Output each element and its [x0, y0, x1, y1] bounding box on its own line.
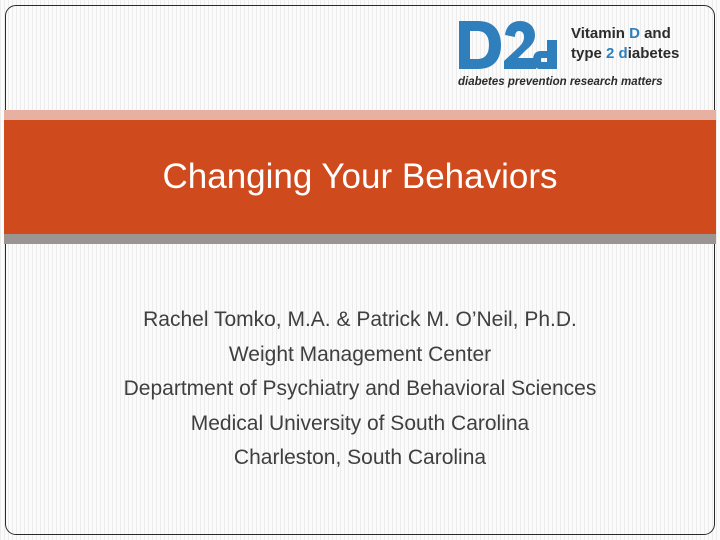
subtitle-location: Charleston, South Carolina	[233, 446, 487, 469]
logo-line-1-suffix: and	[639, 25, 671, 42]
d2d-logo-mark	[456, 18, 560, 72]
slide-subtitle	[30, 303, 690, 476]
logo-line-2	[571, 44, 679, 64]
logo-line-1-prefix: Vitamin	[571, 25, 630, 42]
logo-wordmark	[571, 24, 679, 64]
d2d-logo	[456, 16, 692, 96]
subtitle-authors: Rachel Tomko, M.A. & Patrick M. O’Neil, Ph.D.	[143, 308, 577, 331]
title-band-bottom-stripe	[4, 234, 716, 244]
subtitle-center: Weight Management Center	[228, 342, 492, 366]
logo-line-2-suffix: iabetes	[627, 45, 680, 62]
logo-tagline: diabetes prevention research matters	[458, 76, 663, 88]
title-band	[4, 120, 716, 234]
slide-title: Changing Your Behaviors	[162, 157, 558, 196]
logo-line-1	[571, 24, 679, 44]
logo-line-2-prefix: type	[571, 45, 607, 62]
logo-line-1-accent: D	[629, 25, 640, 42]
subtitle-department: Department of Psychiatry and Behavioral Sciences	[123, 377, 597, 400]
subtitle-university: Medical University of South Carolina	[190, 411, 530, 435]
title-band-top-stripe	[4, 110, 716, 120]
logo-line-2-accent: 2 d	[606, 45, 628, 62]
